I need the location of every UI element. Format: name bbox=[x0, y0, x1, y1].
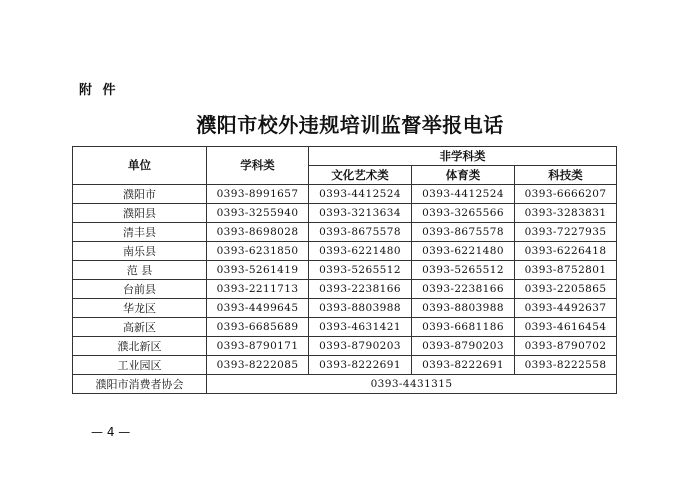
table-row bbox=[73, 356, 617, 375]
culture-art-phone: 0393-8222691 bbox=[309, 356, 412, 375]
unit-cell: 濮阳市 bbox=[73, 185, 207, 204]
unit-cell: 范 县 bbox=[73, 261, 207, 280]
header-academic: 学科类 bbox=[207, 147, 309, 185]
hotline-table bbox=[72, 146, 617, 394]
page-number: — 4 — bbox=[91, 425, 131, 439]
tech-phone: 0393-6666207 bbox=[515, 185, 617, 204]
table-row bbox=[73, 318, 617, 337]
unit-cell: 南乐县 bbox=[73, 242, 207, 261]
table-row bbox=[73, 299, 617, 318]
unit-cell: 濮北新区 bbox=[73, 337, 207, 356]
unit-cell: 台前县 bbox=[73, 280, 207, 299]
table-row bbox=[73, 280, 617, 299]
sports-phone: 0393-5265512 bbox=[412, 261, 515, 280]
tech-phone: 0393-4492637 bbox=[515, 299, 617, 318]
academic-phone: 0393-6231850 bbox=[207, 242, 309, 261]
tech-phone: 0393-6226418 bbox=[515, 242, 617, 261]
sports-phone: 0393-6221480 bbox=[412, 242, 515, 261]
tech-phone: 0393-7227935 bbox=[515, 223, 617, 242]
header-row-top bbox=[73, 147, 617, 166]
sports-phone: 0393-3265566 bbox=[412, 204, 515, 223]
table-row bbox=[73, 223, 617, 242]
sports-phone: 0393-8675578 bbox=[412, 223, 515, 242]
header-tech: 科技类 bbox=[515, 166, 617, 185]
sports-phone: 0393-8790203 bbox=[412, 337, 515, 356]
tech-phone: 0393-3283831 bbox=[515, 204, 617, 223]
header-sports: 体育类 bbox=[412, 166, 515, 185]
unit-cell: 工业园区 bbox=[73, 356, 207, 375]
sports-phone: 0393-6681186 bbox=[412, 318, 515, 337]
unit-cell: 高新区 bbox=[73, 318, 207, 337]
culture-art-phone: 0393-5265512 bbox=[309, 261, 412, 280]
sports-phone: 0393-2238166 bbox=[412, 280, 515, 299]
tech-phone: 0393-8790702 bbox=[515, 337, 617, 356]
tech-phone: 0393-8752801 bbox=[515, 261, 617, 280]
culture-art-phone: 0393-8790203 bbox=[309, 337, 412, 356]
table-row bbox=[73, 337, 617, 356]
attachment-label: 附 件 bbox=[79, 83, 119, 98]
academic-phone: 0393-2211713 bbox=[207, 280, 309, 299]
consumer-association-phone: 0393-4431315 bbox=[207, 375, 617, 394]
academic-phone: 0393-5261419 bbox=[207, 261, 309, 280]
table-row bbox=[73, 204, 617, 223]
sports-phone: 0393-8222691 bbox=[412, 356, 515, 375]
culture-art-phone: 0393-8803988 bbox=[309, 299, 412, 318]
sports-phone: 0393-4412524 bbox=[412, 185, 515, 204]
culture-art-phone: 0393-4412524 bbox=[309, 185, 412, 204]
consumer-association-unit: 濮阳市消费者协会 bbox=[73, 375, 207, 394]
academic-phone: 0393-6685689 bbox=[207, 318, 309, 337]
culture-art-phone: 0393-2238166 bbox=[309, 280, 412, 299]
culture-art-phone: 0393-4631421 bbox=[309, 318, 412, 337]
sports-phone: 0393-8803988 bbox=[412, 299, 515, 318]
tech-phone: 0393-8222558 bbox=[515, 356, 617, 375]
culture-art-phone: 0393-6221480 bbox=[309, 242, 412, 261]
header-culture-art: 文化艺术类 bbox=[309, 166, 412, 185]
header-unit: 单位 bbox=[73, 147, 207, 185]
academic-phone: 0393-8991657 bbox=[207, 185, 309, 204]
academic-phone: 0393-8698028 bbox=[207, 223, 309, 242]
table-row bbox=[73, 185, 617, 204]
academic-phone: 0393-3255940 bbox=[207, 204, 309, 223]
header-non-academic: 非学科类 bbox=[309, 147, 617, 166]
document-title: 濮阳市校外违规培训监督举报电话 bbox=[196, 113, 504, 137]
tech-phone: 0393-2205865 bbox=[515, 280, 617, 299]
academic-phone: 0393-8222085 bbox=[207, 356, 309, 375]
culture-art-phone: 0393-3213634 bbox=[309, 204, 412, 223]
academic-phone: 0393-8790171 bbox=[207, 337, 309, 356]
unit-cell: 清丰县 bbox=[73, 223, 207, 242]
unit-cell: 华龙区 bbox=[73, 299, 207, 318]
unit-cell: 濮阳县 bbox=[73, 204, 207, 223]
table-row bbox=[73, 261, 617, 280]
culture-art-phone: 0393-8675578 bbox=[309, 223, 412, 242]
consumer-association-row bbox=[73, 375, 617, 394]
tech-phone: 0393-4616454 bbox=[515, 318, 617, 337]
table-row bbox=[73, 242, 617, 261]
academic-phone: 0393-4499645 bbox=[207, 299, 309, 318]
